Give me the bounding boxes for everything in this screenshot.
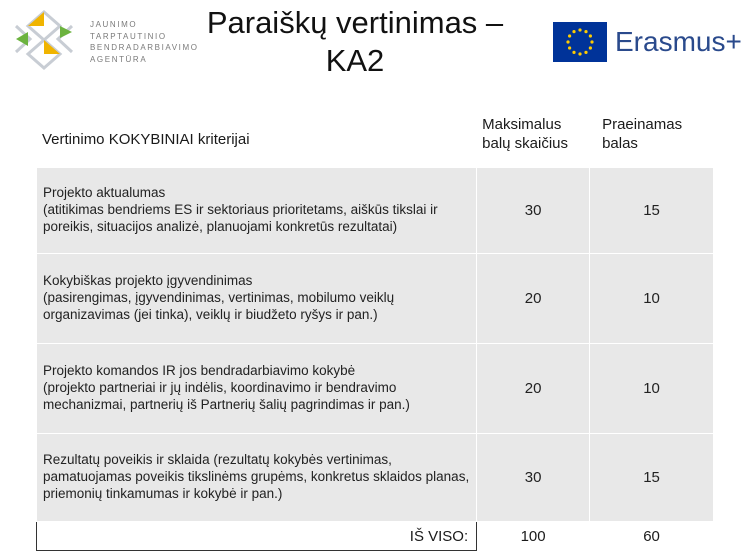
total-row	[37, 522, 714, 551]
agency-line-4: AGENTŪRA	[90, 54, 148, 64]
max-score-header	[477, 100, 590, 168]
evaluation-table	[36, 99, 714, 551]
agency-emblem-icon	[8, 8, 80, 70]
erasmus-label: Erasmus+	[615, 26, 742, 57]
eu-star-icon	[568, 46, 571, 49]
criterion-title: Kokybiškas projekto įgyvendinimas	[43, 273, 253, 288]
agency-name	[90, 19, 199, 65]
agency-line-2: TARPTAUTINIO	[90, 31, 167, 41]
eu-star-icon	[566, 40, 569, 43]
max-score-cell: 30	[477, 168, 590, 254]
pass-score-cell: 15	[590, 168, 714, 254]
pass-score-cell: 10	[590, 344, 714, 434]
table-row	[37, 344, 714, 434]
total-max-score: 100	[477, 522, 590, 551]
eu-flag-icon	[553, 22, 607, 62]
eu-star-icon	[578, 52, 581, 55]
max-score-header-label: Maksimalus balų skaičius	[482, 115, 569, 152]
total-label: IŠ VISO:	[37, 522, 477, 551]
eu-star-icon	[584, 51, 587, 54]
page-title-line-1: Paraiškų vertinimas –	[206, 5, 504, 40]
table-header-row	[37, 100, 714, 168]
table-row	[37, 434, 714, 522]
agency-logo	[8, 8, 208, 70]
erasmus-logo	[553, 22, 742, 64]
pass-score-cell: 15	[590, 434, 714, 522]
page-title-line-2: KA2	[325, 43, 385, 78]
criterion-cell	[37, 344, 477, 434]
eu-star-icon	[572, 51, 575, 54]
criteria-header-label: Vertinimo KOKYBINIAI kriterijai	[42, 131, 250, 148]
agency-line-3: BENDRADARBIAVIMO	[90, 43, 199, 52]
criterion-description: (projekto partneriai ir jų indėlis, koordinavimo ir bendravimo mechanizmai, partnerių iš Partnerių šalių pagrindimas ir pan.)	[43, 380, 410, 412]
table-row	[37, 168, 714, 254]
criterion-cell	[37, 168, 477, 254]
eu-star-icon	[590, 40, 593, 43]
criterion-title: Projekto aktualumas	[43, 185, 166, 200]
eu-star-icon	[589, 34, 592, 37]
agency-line-1: JAUNIMO	[90, 20, 138, 29]
eu-star-icon	[572, 30, 575, 33]
pass-score-header	[590, 100, 714, 168]
table-row	[37, 254, 714, 344]
criterion-description: (pasirengimas, įgyvendinimas, vertinimas, mobilumo veiklų organizavimas (jei tinka), veiklų ir biudžeto ryšys ir pan.)	[43, 290, 395, 322]
pass-score-header-label: Praeinamas balas	[602, 115, 683, 152]
criterion-cell	[37, 254, 477, 344]
eu-star-icon	[589, 46, 592, 49]
max-score-cell: 30	[477, 434, 590, 522]
criterion-title: Rezultatų poveikis ir sklaida	[43, 452, 210, 467]
criterion-description: (atitikimas bendriems ES ir sektoriaus prioritetams, aiškūs tikslai ir poreikis, situacijos analizė, planuojami konkretūs rezultatai)	[43, 202, 438, 234]
eu-star-icon	[584, 30, 587, 33]
max-score-cell: 20	[477, 254, 590, 344]
page-title	[190, 4, 520, 80]
max-score-cell: 20	[477, 344, 590, 434]
total-pass-score: 60	[590, 522, 714, 551]
criterion-title: Projekto komandos IR jos bendradarbiavimo kokybė	[43, 363, 356, 378]
criterion-cell	[37, 434, 477, 522]
criterion-description: (rezultatų kokybės vertinimas, pamatuojamas poveikis tikslinėms grupėms, konkretus sklaidos planas, priemonių tinkamumas ir kokybė ir pan.)	[43, 452, 470, 501]
criteria-header	[37, 100, 477, 168]
pass-score-cell: 10	[590, 254, 714, 344]
eu-star-icon	[568, 34, 571, 37]
eu-star-icon	[578, 28, 581, 31]
